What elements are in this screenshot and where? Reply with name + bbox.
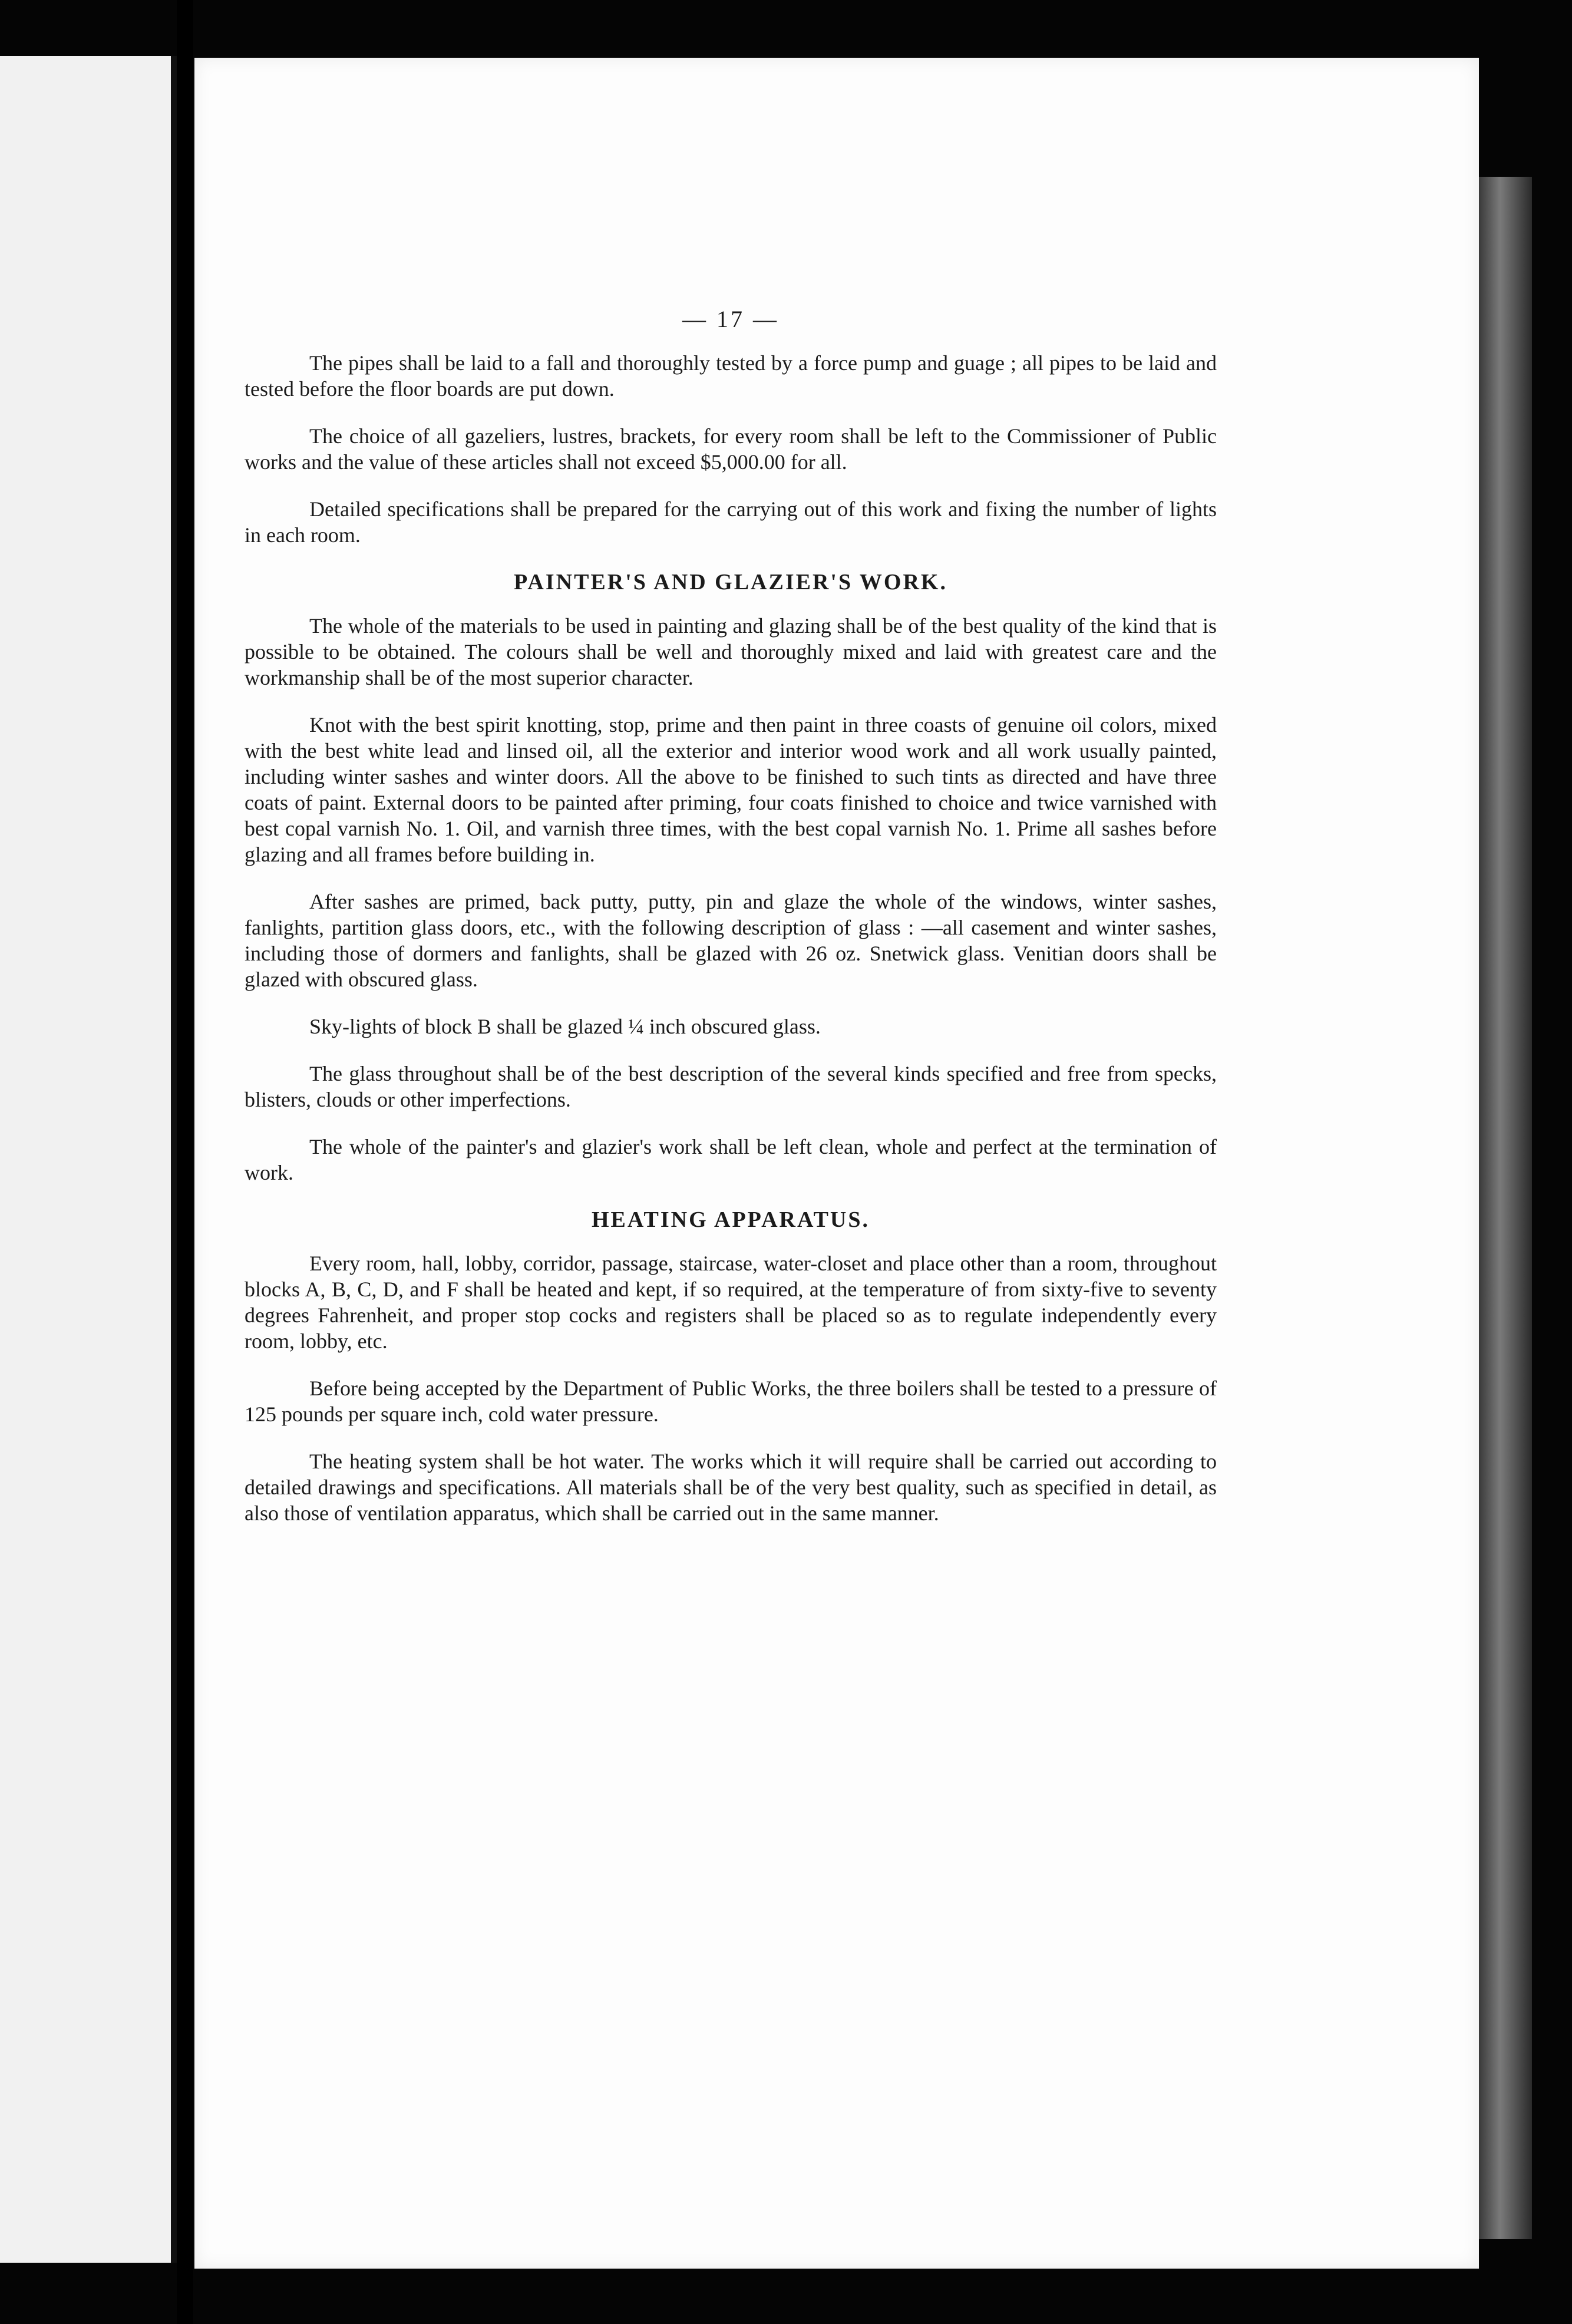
- paragraph-gazeliers: The choice of all gazeliers, lustres, brackets, for every room shall be left to the Commissioner of Public works and the value of these articles shall not exceed $5,000.00 for all.: [245, 424, 1217, 474]
- paragraph-hot-water: The heating system shall be hot water. The works which it will require shall be carried out according to detailed drawings and specifications. All materials shall be of the very best quality, such as specified in detail, as also those of ventilation apparatus, which shall be carried out in the same manner.: [245, 1450, 1217, 1525]
- paragraph-heated-rooms: Every room, hall, lobby, corridor, passage, staircase, water-closet and place other than a room, throughout blocks A, B, C, D, and F shall be heated and kept, if so required, at the temperature of from sixty-five to seventy degrees Fahrenheit, and proper stop cocks and registers shall be placed so as to regulate independently every room, lobby, etc.: [245, 1252, 1217, 1353]
- section-heading-painters: PAINTER'S AND GLAZIER'S WORK.: [514, 570, 947, 595]
- paragraph-skylights: Sky-lights of block B shall be glazed ¼ inch obscured glass.: [309, 1015, 821, 1038]
- paragraph-pipes: The pipes shall be laid to a fall and thoroughly tested by a force pump and guage ; all pipes to be laid and tested before the floor boards are put down.: [245, 351, 1217, 401]
- book-gutter: [177, 0, 193, 2324]
- page-stack-edge: [1479, 177, 1532, 2239]
- section-heading-heating: HEATING APPARATUS.: [591, 1207, 870, 1232]
- paragraph-specifications: Detailed specifications shall be prepared for the carrying out of this work and fixing the number of lights in each room.: [245, 497, 1217, 547]
- paragraph-clean-work: The whole of the painter's and glazier's work shall be left clean, whole and perfect at the termination of work.: [245, 1135, 1217, 1184]
- page-number: — 17 —: [682, 306, 779, 332]
- paragraph-glazing: After sashes are primed, back putty, putty, pin and glaze the whole of the windows, winter sashes, fanlights, partition glass doors, etc., with the following description of glass : —all casement and winter sashes, including those of dormers and fanlights, shall be glazed with 26 oz. Snetwick glass. Venitian doors shall be glazed with obscured glass.: [245, 890, 1217, 991]
- paragraph-boiler-test: Before being accepted by the Department of Public Works, the three boilers shall be tested to a pressure of 125 pounds per square inch, cold water pressure.: [245, 1376, 1217, 1426]
- facing-page-edge: [0, 56, 179, 2263]
- paragraph-knotting: Knot with the best spirit knotting, stop, prime and then paint in three coasts of genuine oil colors, mixed with the best white lead and linsed oil, all the exterior and interior wood work and all work usually painted, including winter sashes and winter doors. All the above to be finished to such tints as directed and have three coats of paint. External doors to be painted after priming, four coats finished to choice and twice varnished with best copal varnish No. 1. Oil, and varnish three times, with the best copal varnish No. 1. Prime all sashes before glazing and all frames before building in.: [245, 713, 1217, 866]
- paragraph-materials: The whole of the materials to be used in painting and glazing shall be of the best quality of the kind that is possible to be obtained. The colours shall be well and thoroughly mixed and laid with greatest care and the workmanship shall be of the most superior character.: [245, 614, 1217, 689]
- page-content: [245, 306, 1217, 1547]
- paragraph-glass-quality: The glass throughout shall be of the best description of the several kinds specified and free from specks, blisters, clouds or other imperfections.: [245, 1062, 1217, 1111]
